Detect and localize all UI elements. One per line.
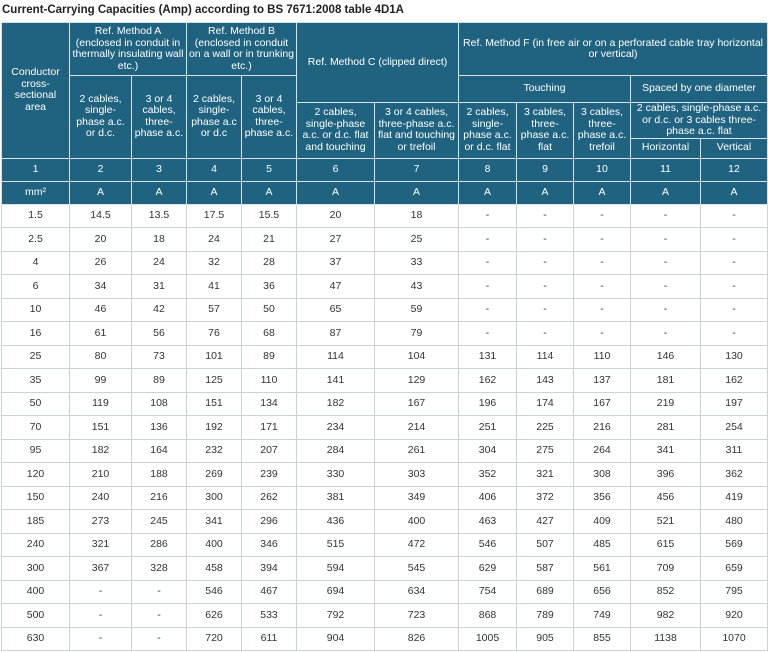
table-row — [2, 345, 768, 369]
capacity-cell: 28 — [242, 251, 297, 275]
conductor-size-cell: 120 — [2, 463, 70, 487]
capacity-cell: 196 — [459, 392, 517, 416]
capacity-cell: 749 — [574, 604, 631, 628]
conductor-size-cell: 300 — [2, 557, 70, 581]
table-row — [2, 322, 768, 346]
header-vertical: Vertical — [701, 138, 768, 158]
capacity-cell: 1138 — [631, 627, 701, 651]
capacity-cell: 119 — [70, 392, 132, 416]
capacity-cell: 36 — [242, 275, 297, 299]
capacity-cell: 281 — [631, 416, 701, 440]
capacity-cell: 611 — [242, 627, 297, 651]
column-number: 12 — [701, 158, 768, 181]
capacity-cell: 219 — [631, 392, 701, 416]
capacity-cell: 262 — [242, 486, 297, 510]
capacity-cell: 629 — [459, 557, 517, 581]
capacity-cell: 151 — [70, 416, 132, 440]
capacity-cell: 56 — [132, 322, 187, 346]
capacity-cell: - — [459, 322, 517, 346]
capacity-cell: 18 — [375, 204, 459, 228]
capacity-cell: 13.5 — [132, 204, 187, 228]
capacity-cell: - — [132, 627, 187, 651]
capacity-cell: 89 — [242, 345, 297, 369]
capacity-cell: 25 — [375, 228, 459, 252]
capacity-cell: 216 — [132, 486, 187, 510]
capacity-cell: 545 — [375, 557, 459, 581]
capacity-cell: 458 — [187, 557, 242, 581]
capacity-cell: 485 — [574, 533, 631, 557]
capacity-cell: 76 — [187, 322, 242, 346]
capacity-cell: 626 — [187, 604, 242, 628]
capacity-cell: 303 — [375, 463, 459, 487]
table-row — [2, 557, 768, 581]
capacity-cell: 47 — [297, 275, 375, 299]
conductor-size-cell: 1.5 — [2, 204, 70, 228]
column-unit: A — [517, 181, 574, 204]
capacity-cell: 104 — [375, 345, 459, 369]
column-number: 9 — [517, 158, 574, 181]
capacity-cell: 245 — [132, 510, 187, 534]
column-number: 11 — [631, 158, 701, 181]
capacity-cell: 1005 — [459, 627, 517, 651]
capacity-cell: 341 — [631, 439, 701, 463]
header-col-4: 2 cables, single-phase a.c or d.c — [187, 76, 242, 159]
capacity-cell: - — [574, 298, 631, 322]
capacity-cell: 137 — [574, 369, 631, 393]
capacity-cell: 634 — [375, 580, 459, 604]
capacity-cell: 114 — [517, 345, 574, 369]
capacity-cell: 381 — [297, 486, 375, 510]
capacity-cell: 689 — [517, 580, 574, 604]
capacity-cell: 20 — [297, 204, 375, 228]
conductor-size-cell: 70 — [2, 416, 70, 440]
header-method-c: Ref. Method C (clipped direct) — [297, 23, 459, 103]
capacity-cell: 352 — [459, 463, 517, 487]
capacity-cell: 284 — [297, 439, 375, 463]
capacity-cell: - — [459, 204, 517, 228]
capacity-cell: 14.5 — [70, 204, 132, 228]
capacity-cell: 182 — [297, 392, 375, 416]
capacity-cell: - — [574, 228, 631, 252]
capacity-cell: 472 — [375, 533, 459, 557]
header-col-11-12: 2 cables, single-phase a.c. or d.c. or 3 cables three-phase a.c. flat — [631, 103, 768, 139]
capacity-cell: 174 — [517, 392, 574, 416]
capacity-cell: 108 — [132, 392, 187, 416]
table-title: Current-Carrying Capacities (Amp) according to BS 7671:2008 table 4D1A — [2, 4, 404, 16]
capacity-cell: 467 — [242, 580, 297, 604]
capacity-cell: 134 — [242, 392, 297, 416]
capacity-cell: - — [459, 228, 517, 252]
table-row — [2, 251, 768, 275]
column-unit: mm² — [2, 181, 70, 204]
capacity-cell: 659 — [701, 557, 768, 581]
capacity-cell: 110 — [242, 369, 297, 393]
capacity-cell: 400 — [187, 533, 242, 557]
column-number: 1 — [2, 158, 70, 181]
column-unit: A — [631, 181, 701, 204]
header-method-a: Ref. Method A (enclosed in conduit in thermally insulating wall etc.) — [70, 23, 187, 76]
column-number: 10 — [574, 158, 631, 181]
capacity-cell: 694 — [297, 580, 375, 604]
capacity-cell: 720 — [187, 627, 242, 651]
capacity-cell: 561 — [574, 557, 631, 581]
capacity-cell: 463 — [459, 510, 517, 534]
capacity-cell: 80 — [70, 345, 132, 369]
capacity-cell: - — [70, 604, 132, 628]
capacity-cell: 214 — [375, 416, 459, 440]
capacity-cell: 192 — [187, 416, 242, 440]
column-unit: A — [574, 181, 631, 204]
capacity-cell: 65 — [297, 298, 375, 322]
column-unit: A — [70, 181, 132, 204]
column-number: 8 — [459, 158, 517, 181]
header-col-10: 3 cables, three-phase a.c. trefoil — [574, 103, 631, 159]
capacity-cell: - — [459, 298, 517, 322]
capacity-cell: - — [132, 604, 187, 628]
header-method-f: Ref. Method F (in free air or on a perforated cable tray horizontal or vertical) — [459, 23, 768, 76]
capacity-cell: 251 — [459, 416, 517, 440]
capacity-cell: - — [574, 251, 631, 275]
capacity-cell: 264 — [574, 439, 631, 463]
capacity-cell: - — [574, 204, 631, 228]
column-unit: A — [242, 181, 297, 204]
capacity-cell: - — [631, 298, 701, 322]
table-row — [2, 439, 768, 463]
capacity-cell: 826 — [375, 627, 459, 651]
capacity-cell: - — [517, 228, 574, 252]
capacity-cell: - — [701, 322, 768, 346]
capacity-cell: - — [459, 251, 517, 275]
capacity-cell: 79 — [375, 322, 459, 346]
capacity-cell: - — [70, 580, 132, 604]
capacity-cell: 594 — [297, 557, 375, 581]
capacity-cell: 515 — [297, 533, 375, 557]
capacity-cell: 855 — [574, 627, 631, 651]
capacity-cell: 920 — [701, 604, 768, 628]
capacity-cell: 33 — [375, 251, 459, 275]
capacity-cell: 101 — [187, 345, 242, 369]
capacity-cell: - — [132, 580, 187, 604]
column-unit: A — [187, 181, 242, 204]
capacity-cell: - — [517, 251, 574, 275]
capacity-cell: 273 — [70, 510, 132, 534]
header-spaced: Spaced by one diameter — [631, 76, 768, 103]
conductor-size-cell: 95 — [2, 439, 70, 463]
capacity-cell: 723 — [375, 604, 459, 628]
capacity-cell: 349 — [375, 486, 459, 510]
conductor-size-cell: 400 — [2, 580, 70, 604]
header-col-9: 3 cables, three-phase a.c. flat — [517, 103, 574, 159]
capacity-cell: 46 — [70, 298, 132, 322]
capacity-cell: 261 — [375, 439, 459, 463]
capacity-cell: 89 — [132, 369, 187, 393]
capacity-cell: 197 — [701, 392, 768, 416]
capacity-cell: 341 — [187, 510, 242, 534]
capacity-cell: 792 — [297, 604, 375, 628]
capacity-cell: 1070 — [701, 627, 768, 651]
table-row — [2, 604, 768, 628]
capacity-cell: 533 — [242, 604, 297, 628]
capacity-cell: 167 — [574, 392, 631, 416]
capacity-cell: 37 — [297, 251, 375, 275]
header-col-8: 2 cables, single-phase a.c. or d.c. flat — [459, 103, 517, 159]
header-col-6: 2 cables, single-phase a.c. or d.c. flat and touching — [297, 103, 375, 159]
capacity-cell: 141 — [297, 369, 375, 393]
capacity-cell: 18 — [132, 228, 187, 252]
capacity-cell: 546 — [187, 580, 242, 604]
capacity-cell: 21 — [242, 228, 297, 252]
capacity-cell: 131 — [459, 345, 517, 369]
table-row — [2, 533, 768, 557]
table-row — [2, 580, 768, 604]
capacity-cell: - — [517, 298, 574, 322]
capacity-cell: 456 — [631, 486, 701, 510]
capacity-cell: 114 — [297, 345, 375, 369]
capacity-cell: 904 — [297, 627, 375, 651]
capacity-cell: 26 — [70, 251, 132, 275]
column-unit: A — [701, 181, 768, 204]
capacity-cell: 15.5 — [242, 204, 297, 228]
header-horizontal: Horizontal — [631, 138, 701, 158]
capacity-cell: 110 — [574, 345, 631, 369]
capacity-cell: 852 — [631, 580, 701, 604]
header-col-5: 3 or 4 cables, three-phase a.c. — [242, 76, 297, 159]
capacity-cell: 754 — [459, 580, 517, 604]
capacity-cell: 207 — [242, 439, 297, 463]
capacity-cell: 254 — [701, 416, 768, 440]
capacity-cell: - — [574, 322, 631, 346]
capacity-cell: 521 — [631, 510, 701, 534]
capacity-cell: 789 — [517, 604, 574, 628]
capacity-cell: 162 — [701, 369, 768, 393]
capacity-cell: 162 — [459, 369, 517, 393]
capacity-cell: 143 — [517, 369, 574, 393]
capacity-cell: - — [517, 275, 574, 299]
conductor-size-cell: 10 — [2, 298, 70, 322]
table-row — [2, 416, 768, 440]
capacity-cell: 419 — [701, 486, 768, 510]
capacity-cell: - — [701, 228, 768, 252]
column-unit: A — [375, 181, 459, 204]
conductor-size-cell: 240 — [2, 533, 70, 557]
capacity-cell: 59 — [375, 298, 459, 322]
table-row — [2, 204, 768, 228]
capacity-cell: 27 — [297, 228, 375, 252]
header-col-7: 3 or 4 cables, three-phase a.c. flat and touching or trefoil — [375, 103, 459, 159]
capacity-cell: - — [631, 204, 701, 228]
capacity-cell: 300 — [187, 486, 242, 510]
capacity-cell: 164 — [132, 439, 187, 463]
capacity-cell: 34 — [70, 275, 132, 299]
capacity-cell: - — [631, 251, 701, 275]
capacity-cell: 41 — [187, 275, 242, 299]
capacity-cell: 31 — [132, 275, 187, 299]
capacity-cell: 234 — [297, 416, 375, 440]
capacity-cell: 151 — [187, 392, 242, 416]
conductor-size-cell: 6 — [2, 275, 70, 299]
capacity-cell: - — [517, 204, 574, 228]
conductor-size-cell: 4 — [2, 251, 70, 275]
capacity-cell: 330 — [297, 463, 375, 487]
header-method-b: Ref. Method B (enclosed in conduit on a wall or in trunking etc.) — [187, 23, 297, 76]
table-body — [2, 204, 768, 651]
capacity-cell: 709 — [631, 557, 701, 581]
table-row — [2, 510, 768, 534]
capacity-cell: 87 — [297, 322, 375, 346]
capacity-cell: 587 — [517, 557, 574, 581]
capacity-cell: - — [459, 275, 517, 299]
column-unit: A — [297, 181, 375, 204]
capacity-cell: 795 — [701, 580, 768, 604]
capacity-cell: 275 — [517, 439, 574, 463]
conductor-size-cell: 500 — [2, 604, 70, 628]
conductor-size-cell: 2.5 — [2, 228, 70, 252]
capacity-cell: 406 — [459, 486, 517, 510]
capacity-cell: 225 — [517, 416, 574, 440]
capacity-cell: - — [631, 322, 701, 346]
capacity-cell: 171 — [242, 416, 297, 440]
capacity-cell: 240 — [70, 486, 132, 510]
capacity-cell: 296 — [242, 510, 297, 534]
capacity-cell: 269 — [187, 463, 242, 487]
capacity-cell: 61 — [70, 322, 132, 346]
capacity-cell: 362 — [701, 463, 768, 487]
table-row — [2, 463, 768, 487]
column-number: 7 — [375, 158, 459, 181]
header-col-2: 2 cables, single-phase a.c. or d.c. — [70, 76, 132, 159]
column-number: 4 — [187, 158, 242, 181]
capacity-cell: 43 — [375, 275, 459, 299]
capacity-cell: 507 — [517, 533, 574, 557]
capacity-cell: 130 — [701, 345, 768, 369]
capacity-cell: 188 — [132, 463, 187, 487]
capacity-cell: - — [631, 228, 701, 252]
table-row — [2, 298, 768, 322]
unit-row — [2, 181, 768, 204]
table-header — [2, 23, 768, 205]
column-number-row — [2, 158, 768, 181]
capacity-cell: 182 — [70, 439, 132, 463]
capacity-cell: - — [70, 627, 132, 651]
capacity-cell: 480 — [701, 510, 768, 534]
capacity-cell: 308 — [574, 463, 631, 487]
column-number: 2 — [70, 158, 132, 181]
header-conductor: Conductor cross-sectional area — [2, 23, 70, 159]
conductor-size-cell: 35 — [2, 369, 70, 393]
capacity-cell: 311 — [701, 439, 768, 463]
capacity-cell: 20 — [70, 228, 132, 252]
capacity-cell: 409 — [574, 510, 631, 534]
capacity-cell: 129 — [375, 369, 459, 393]
capacity-cell: 400 — [375, 510, 459, 534]
capacity-cell: 17.5 — [187, 204, 242, 228]
column-number: 5 — [242, 158, 297, 181]
capacity-cell: 868 — [459, 604, 517, 628]
capacity-cell: 982 — [631, 604, 701, 628]
capacity-cell: 356 — [574, 486, 631, 510]
capacity-cell: 125 — [187, 369, 242, 393]
capacity-cell: 396 — [631, 463, 701, 487]
capacity-cell: 367 — [70, 557, 132, 581]
column-unit: A — [132, 181, 187, 204]
table-row — [2, 369, 768, 393]
table-row — [2, 486, 768, 510]
capacity-cell: 210 — [70, 463, 132, 487]
capacity-cell: - — [701, 275, 768, 299]
capacity-cell: - — [517, 322, 574, 346]
conductor-size-cell: 50 — [2, 392, 70, 416]
table-row — [2, 392, 768, 416]
capacity-cell: 136 — [132, 416, 187, 440]
capacity-cell: 232 — [187, 439, 242, 463]
capacity-cell: 24 — [132, 251, 187, 275]
capacity-cell: 328 — [132, 557, 187, 581]
capacity-cell: 181 — [631, 369, 701, 393]
column-number: 3 — [132, 158, 187, 181]
capacity-cell: 427 — [517, 510, 574, 534]
capacity-cell: - — [701, 204, 768, 228]
conductor-size-cell: 25 — [2, 345, 70, 369]
capacity-table — [1, 22, 768, 651]
capacity-cell: 42 — [132, 298, 187, 322]
capacity-cell: 905 — [517, 627, 574, 651]
column-number: 6 — [297, 158, 375, 181]
capacity-cell: - — [631, 275, 701, 299]
capacity-cell: 167 — [375, 392, 459, 416]
capacity-cell: 24 — [187, 228, 242, 252]
capacity-cell: 656 — [574, 580, 631, 604]
capacity-cell: 216 — [574, 416, 631, 440]
table-row — [2, 627, 768, 651]
capacity-cell: 32 — [187, 251, 242, 275]
capacity-cell: 304 — [459, 439, 517, 463]
column-unit: A — [459, 181, 517, 204]
capacity-cell: 372 — [517, 486, 574, 510]
capacity-cell: 50 — [242, 298, 297, 322]
capacity-cell: 615 — [631, 533, 701, 557]
conductor-size-cell: 16 — [2, 322, 70, 346]
table-row — [2, 228, 768, 252]
capacity-cell: 57 — [187, 298, 242, 322]
conductor-size-cell: 630 — [2, 627, 70, 651]
header-touching: Touching — [459, 76, 631, 103]
capacity-cell: 436 — [297, 510, 375, 534]
capacity-cell: 546 — [459, 533, 517, 557]
capacity-cell: 394 — [242, 557, 297, 581]
capacity-cell: - — [701, 251, 768, 275]
capacity-cell: 346 — [242, 533, 297, 557]
capacity-cell: 146 — [631, 345, 701, 369]
capacity-cell: 569 — [701, 533, 768, 557]
conductor-size-cell: 150 — [2, 486, 70, 510]
capacity-cell: 99 — [70, 369, 132, 393]
capacity-cell: 239 — [242, 463, 297, 487]
capacity-cell: 321 — [517, 463, 574, 487]
capacity-cell: 73 — [132, 345, 187, 369]
capacity-cell: - — [701, 298, 768, 322]
capacity-cell: 68 — [242, 322, 297, 346]
conductor-size-cell: 185 — [2, 510, 70, 534]
capacity-cell: 286 — [132, 533, 187, 557]
capacity-cell: - — [574, 275, 631, 299]
header-col-3: 3 or 4 cables, three-phase a.c. — [132, 76, 187, 159]
capacity-cell: 321 — [70, 533, 132, 557]
table-row — [2, 275, 768, 299]
